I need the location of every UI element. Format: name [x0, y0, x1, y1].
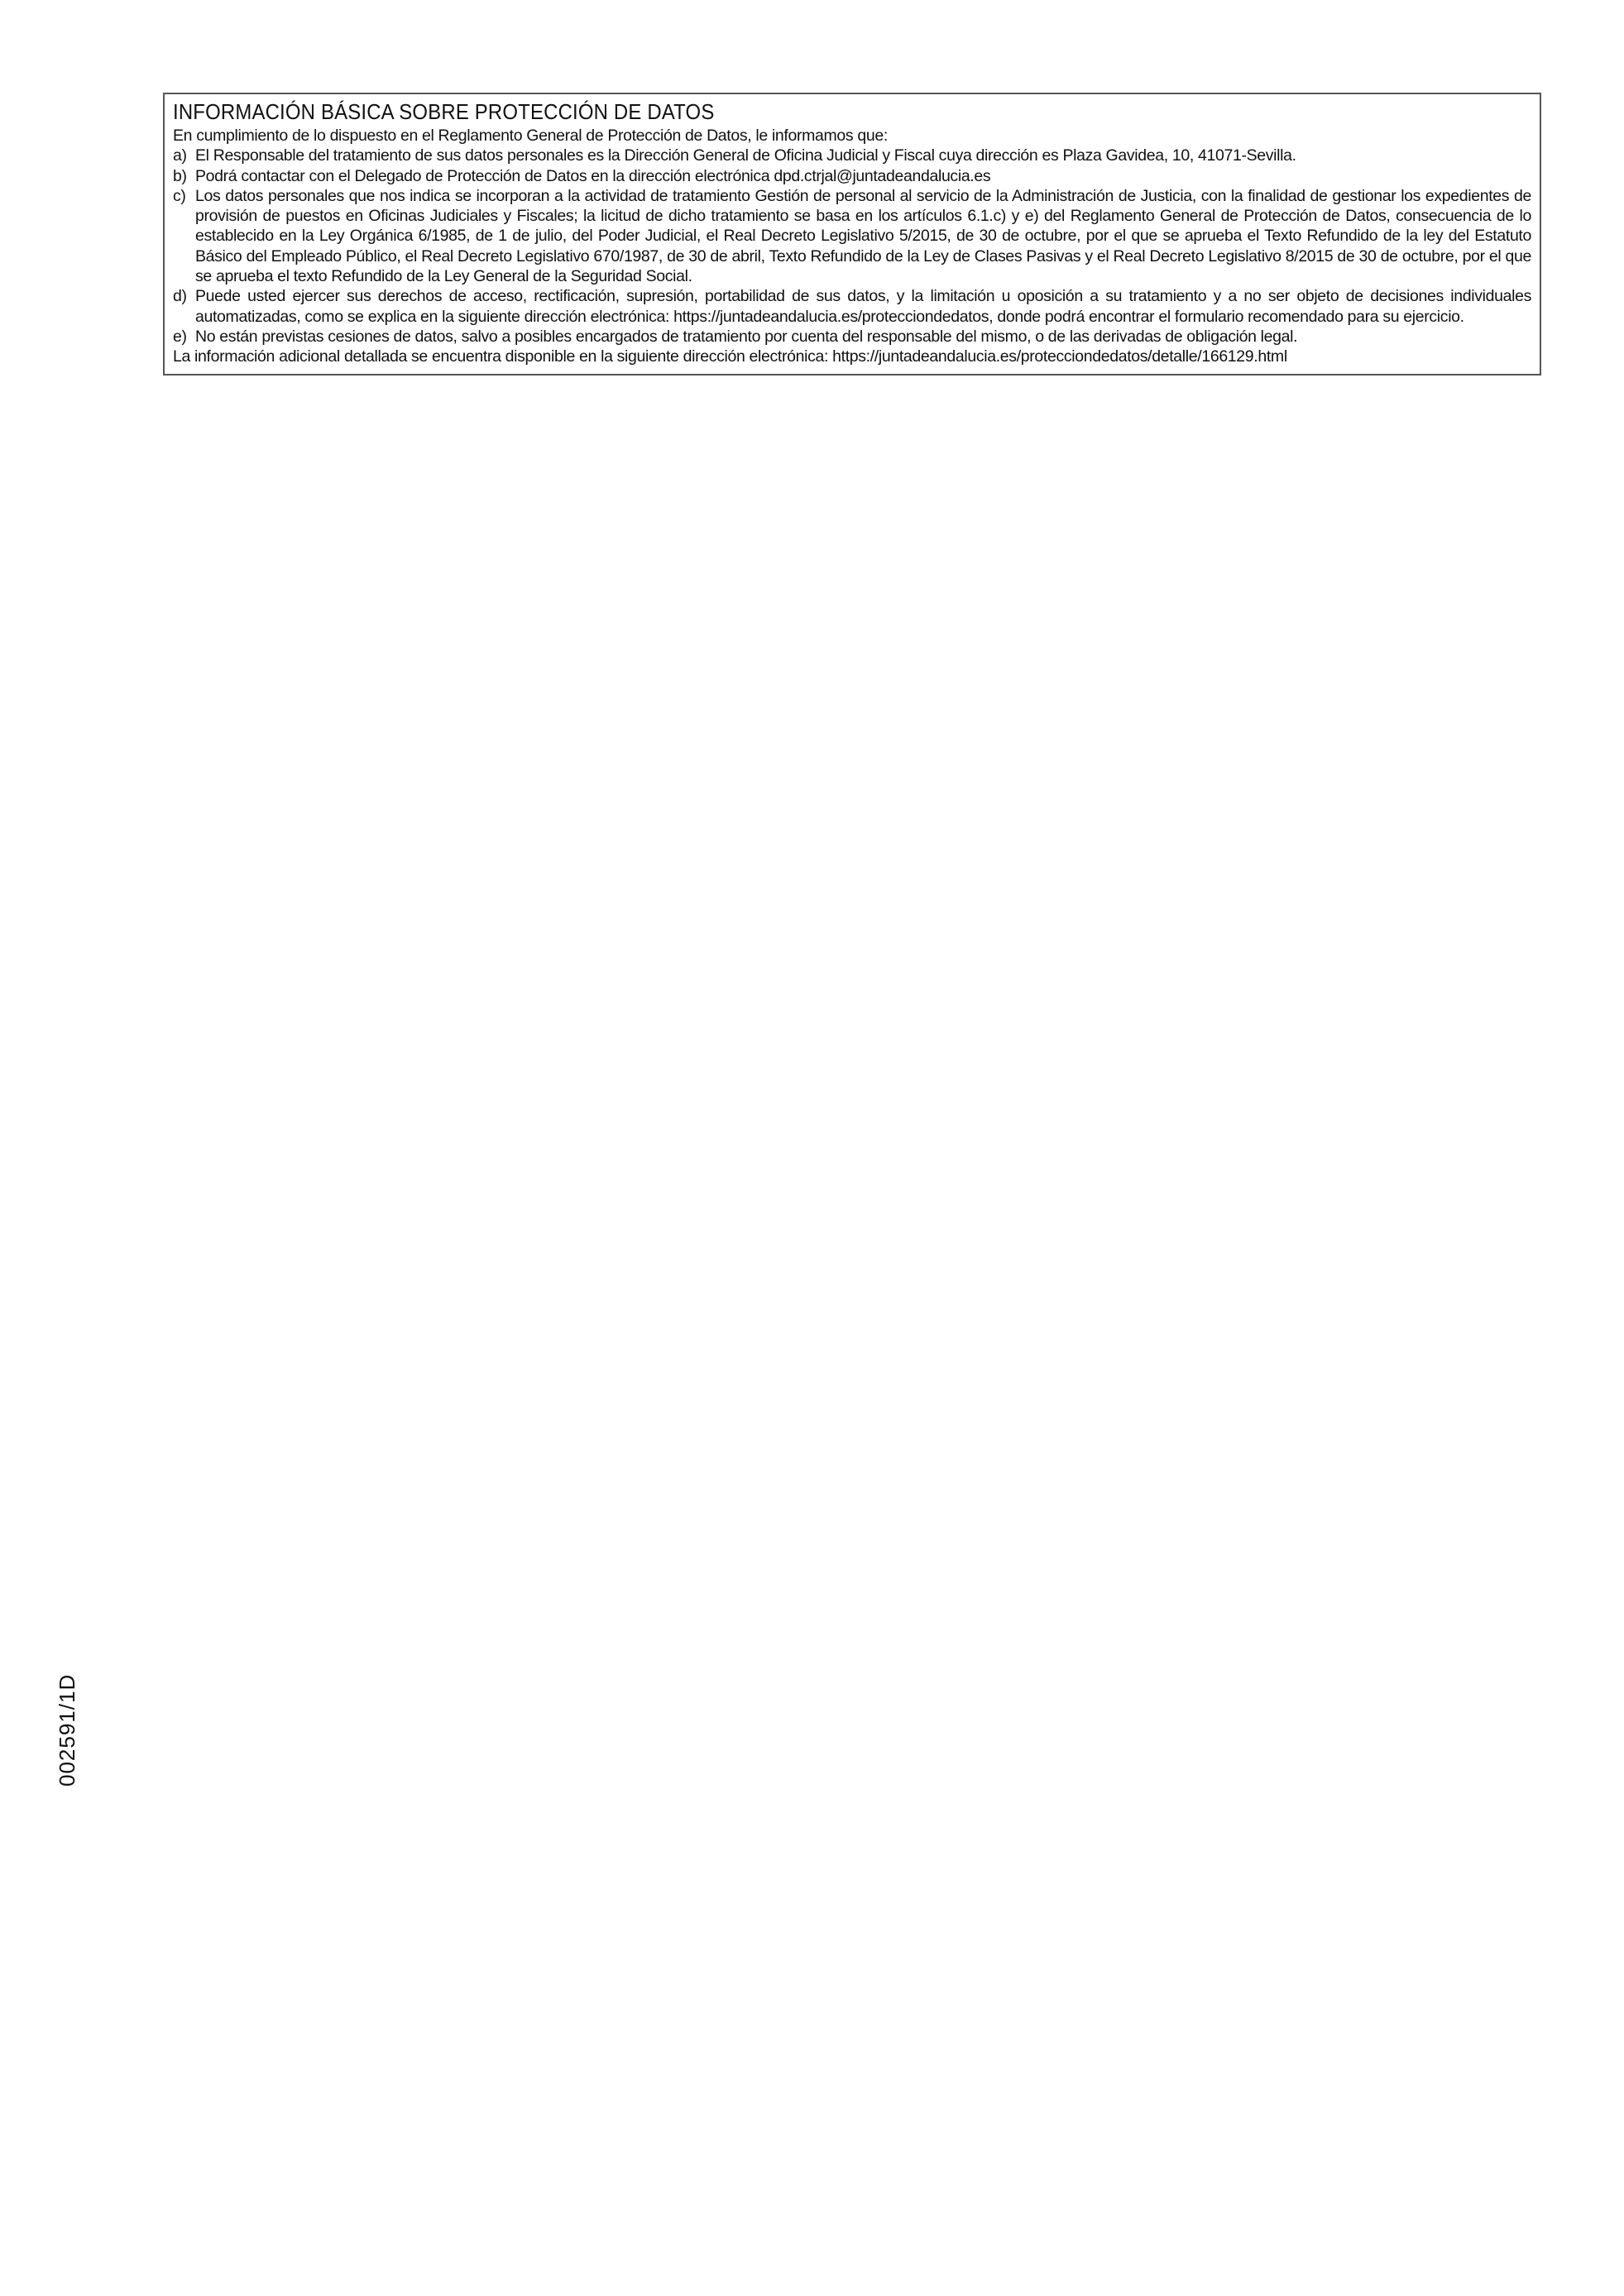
info-item-letter: b)	[173, 166, 187, 185]
info-item-c	[173, 186, 1531, 286]
info-item-letter: e)	[173, 327, 187, 346]
info-item-text: Puede usted ejercer sus derechos de acceso, rectificación, supresión, portabilidad de sus datos, y la limitación u oposición a su tratamiento y a no ser objeto de decisiones individuales automatizadas, como se explica en la siguiente dirección electrónica: https://juntadeandalucia.es/protecciondedatos, donde podrá encontrar el formulario recomendado para su ejercicio.	[195, 287, 1531, 326]
info-item-a	[173, 146, 1531, 165]
info-item-text: No están previstas cesiones de datos, salvo a posibles encargados de tratamiento por cuenta del responsable del mismo, o de las derivadas de obligación legal.	[195, 327, 1298, 346]
info-item-letter: a)	[173, 146, 187, 165]
info-box-footer: La información adicional detallada se encuentra disponible en la siguiente dirección electrónica: https://juntadeandalucia.es/protecciondedatos/detalle/166129.html	[173, 347, 1287, 366]
info-item-e	[173, 327, 1531, 347]
info-item-text: Podrá contactar con el Delegado de Protección de Datos en la dirección electrónica dpd.ctrjal@juntadeandalucia.es	[195, 166, 991, 185]
info-item-text: El Responsable del tratamiento de sus datos personales es la Dirección General de Oficina Judicial y Fiscal cuya dirección es Plaza Gavidea, 10, 41071-Sevilla.	[195, 146, 1296, 165]
data-protection-info-box	[163, 93, 1541, 375]
info-box-intro: En cumplimiento de lo dispuesto en el Reglamento General de Protección de Datos, le informamos que:	[173, 127, 888, 145]
document-side-code: 002591/1D	[55, 1673, 79, 1787]
info-item-letter: d)	[173, 287, 187, 306]
info-item-letter: c)	[173, 186, 186, 205]
info-box-title: INFORMACIÓN BÁSICA SOBRE PROTECCIÓN DE DATOS	[173, 99, 715, 124]
info-item-d	[173, 286, 1531, 327]
info-item-b	[173, 166, 1531, 186]
info-item-text: Los datos personales que nos indica se incorporan a la actividad de tratamiento Gestión de personal al servicio de la Administración de Justicia, con la finalidad de gestionar los expedientes de provisión de puestos en Oficinas Judiciales y Fiscales; la licitud de dicho tratamiento se basa en los artículos 6.1.c) y e) del Reglamento General de Protección de Datos, consecuencia de lo establecido en la Ley Orgánica 6/1985, de 1 de julio, del Poder Judicial, el Real Decreto Legislativo 5/2015, de 30 de octubre, por el que se aprueba el Texto Refundido de la ley del Estatuto Básico del Empleado Público, el Real Decreto Legislativo 670/1987, de 30 de abril, Texto Refundido de la Ley de Clases Pasivas y el Real Decreto Legislativo 8/2015 de 30 de octubre, por el que se aprueba el texto Refundido de la Ley General de la Seguridad Social.	[195, 186, 1531, 286]
